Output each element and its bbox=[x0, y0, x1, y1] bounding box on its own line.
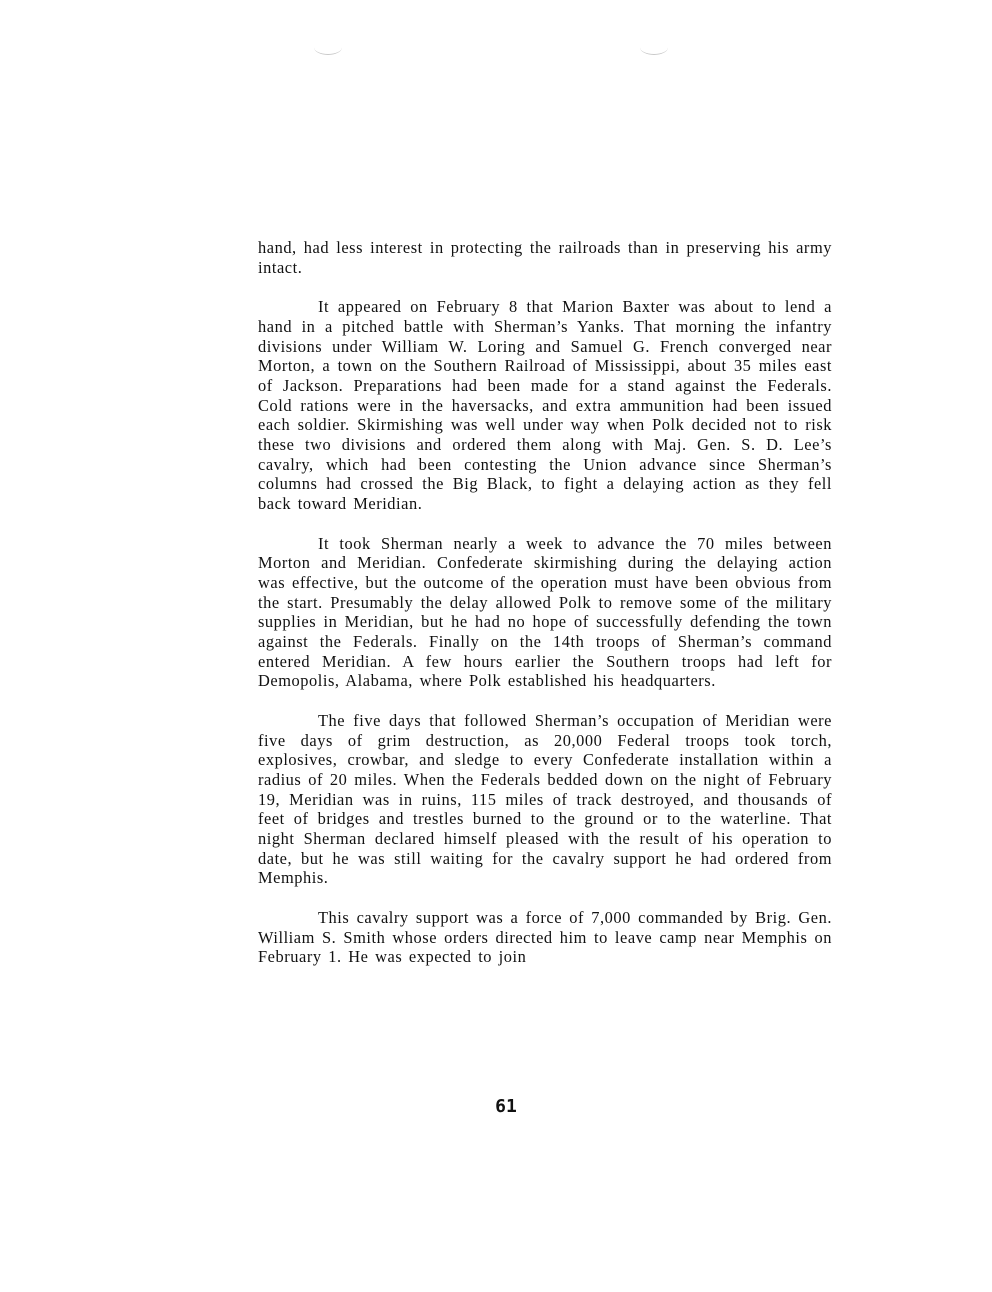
paragraph-morton-battle: It appeared on February 8 that Marion Baxter was about to lend a hand in a pitched battle with Sherman’s Yanks. That morning the infantry divisions under William W. Loring and Samuel G. French converged near Morton, a town on the Southern Railroad of Mississippi, about 35 miles east of Jackson. Preparations had been made for a stand against the Federals. Cold rations were in the haversacks, and extra ammunition had been issued each soldier. Skirmishing was well under way when Polk decided not to risk these two divisions and ordered them along with Maj. Gen. S. D. Lee’s cavalry, which had been contesting the Union advance since Sherman’s columns had crossed the Big Black, to fight a delaying action as they fell back toward Meridian. bbox=[258, 297, 832, 514]
paragraph-destruction-of-meridian: The five days that followed Sherman’s occupation of Meridian were five days of grim destruction, as 20,000 Federal troops took torch, explosives, crowbar, and sledge to every Confederate installation within a radius of 20 miles. When the Federals bedded down on the night of February 19, Meridian was in ruins, 115 miles of track destroyed, and thousands of feet of bridges and trestles burned to the ground or to the waterline. That night Sherman declared himself pleased with the result of his operation to date, but he was still waiting for the cavalry support he had ordered from Memphis. bbox=[258, 710, 832, 888]
paragraph-continuation: hand, had less interest in protecting the railroads than in preserving his army intact. bbox=[258, 238, 832, 277]
paragraph-cavalry-support: This cavalry support was a force of 7,000 commanded by Brig. Gen. William S. Smith whose orders directed him to leave camp near Memphis on February 1. He was expected to join bbox=[258, 907, 832, 967]
binding-hole-mark-left bbox=[314, 40, 342, 55]
page-number: 61 bbox=[495, 1096, 517, 1117]
paragraph-advance-to-meridian: It took Sherman nearly a week to advance the 70 miles between Morton and Meridian. Confederate skirmishing during the delaying action was effective, but the outcome of the operation must have been obvious from the start. Presumably the delay allowed Polk to remove some of the military supplies in Meridian, but he had no hope of successfully defending the town against the Federals. Finally on the 14th troops of Sherman’s command entered Meridian. A few hours earlier the Southern troops had left for Demopolis, Alabama, where Polk established his headquarters. bbox=[258, 533, 832, 691]
binding-hole-mark-right bbox=[640, 40, 668, 55]
body-text bbox=[258, 238, 832, 987]
